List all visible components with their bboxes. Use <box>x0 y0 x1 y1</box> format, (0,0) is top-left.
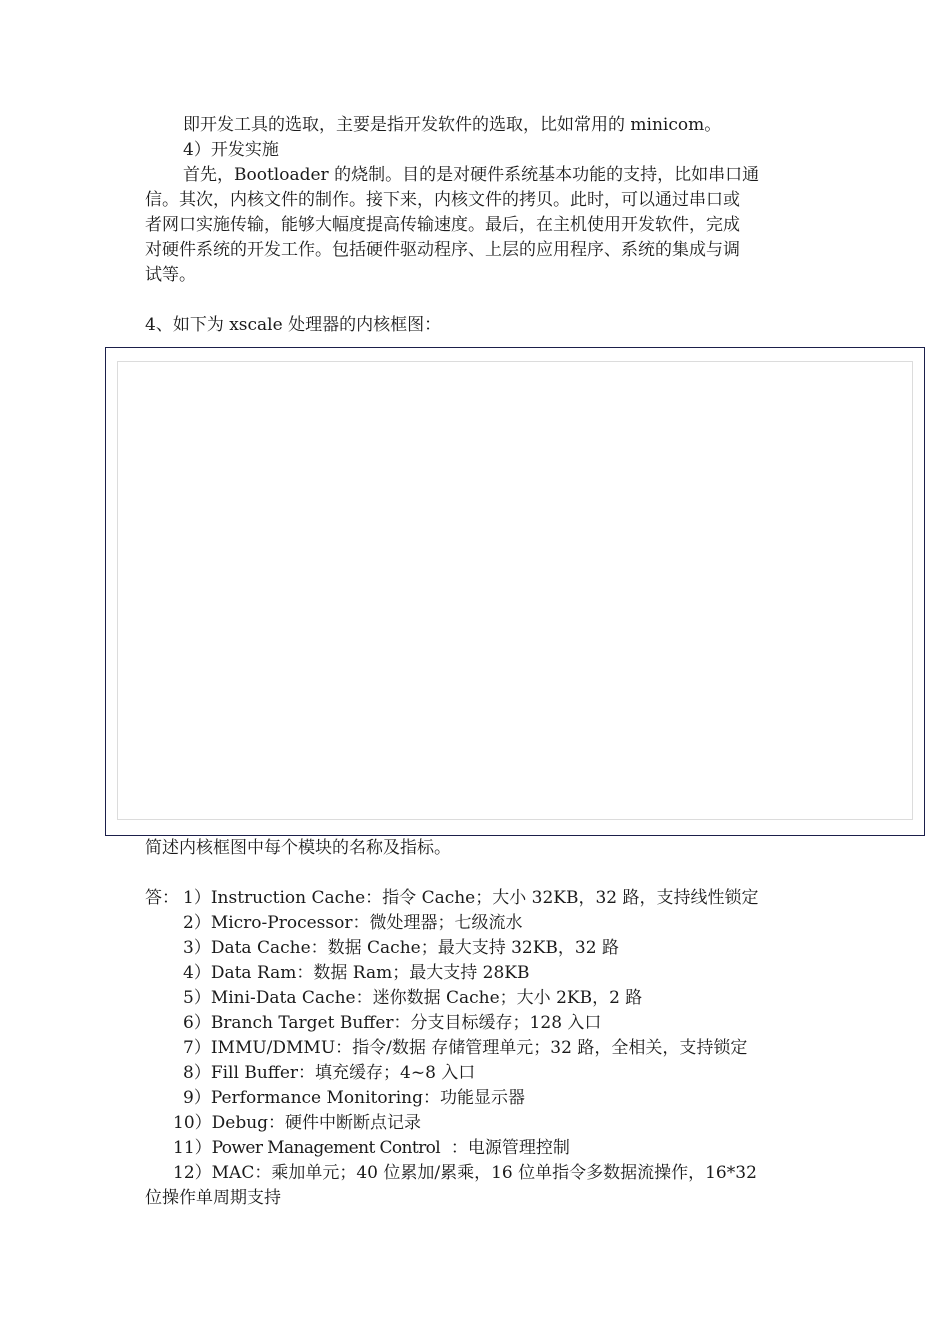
intro-line-1: 即开发工具的选取，主要是指开发软件的选取，比如常用的 minicom。 <box>183 115 722 135</box>
answer-item-11-desc: ：电源管理控制 <box>440 1138 570 1158</box>
answer-item-12: 12）MAC：乘加单元；40 位累加/累乘，16 位单指令多数据流操作，16*32 <box>173 1163 757 1183</box>
answer-item-9: 9）Performance Monitoring：功能显示器 <box>183 1088 526 1108</box>
step-4-paragraph-line-2: 信。其次，内核文件的制作。接下来，内核文件的拷贝。此时，可以通过串口或 <box>145 190 740 210</box>
answer-item-10: 10）Debug：硬件中断断点记录 <box>173 1113 422 1133</box>
answer-item-11-term: Power Management Control <box>211 1138 441 1158</box>
answer-item-7: 7）IMMU/DMMU：指令/数据 存储管理单元；32 路，全相关，支持锁定 <box>183 1038 748 1058</box>
answer-item-2: 2）Micro-Processor：微处理器；七级流水 <box>183 913 523 933</box>
xscale-core-diagram-image <box>117 361 913 820</box>
question-4-prompt: 简述内核框图中每个模块的名称及指标。 <box>145 838 451 858</box>
xscale-core-diagram-frame <box>105 347 925 836</box>
step-4-paragraph-line-3: 者网口实施传输，能够大幅度提高传输速度。最后，在主机使用开发软件，完成 <box>145 215 740 235</box>
step-4-paragraph-line-4: 对硬件系统的开发工作。包括硬件驱动程序、上层的应用程序、系统的集成与调 <box>145 240 740 260</box>
question-4-heading: 4、如下为 xscale 处理器的内核框图： <box>145 315 442 335</box>
answer-prefix: 答： <box>145 888 179 908</box>
answer-item-1: 1）Instruction Cache：指令 Cache；大小 32KB，32 路，支持线性锁定 <box>183 888 759 908</box>
step-4-paragraph-line-1: 首先，Bootloader 的烧制。目的是对硬件系统基本功能的支持，比如串口通 <box>183 165 760 185</box>
answer-item-11-number: 11） <box>173 1138 212 1158</box>
answer-item-6: 6）Branch Target Buffer：分支目标缓存；128 入口 <box>183 1013 602 1033</box>
step-4-paragraph-line-5: 试等。 <box>145 265 196 285</box>
answer-item-5: 5）Mini-Data Cache：迷你数据 Cache；大小 2KB，2 路 <box>183 988 643 1008</box>
answer-item-8: 8）Fill Buffer：填充缓存；4~8 入口 <box>183 1063 476 1083</box>
answer-item-3: 3）Data Cache：数据 Cache；最大支持 32KB，32 路 <box>183 938 619 958</box>
step-4-heading: 4）开发实施 <box>183 140 279 160</box>
answer-item-12-continuation: 位操作单周期支持 <box>145 1188 281 1208</box>
answer-item-11 <box>173 1136 570 1161</box>
answer-item-4: 4）Data Ram：数据 Ram；最大支持 28KB <box>183 963 530 983</box>
